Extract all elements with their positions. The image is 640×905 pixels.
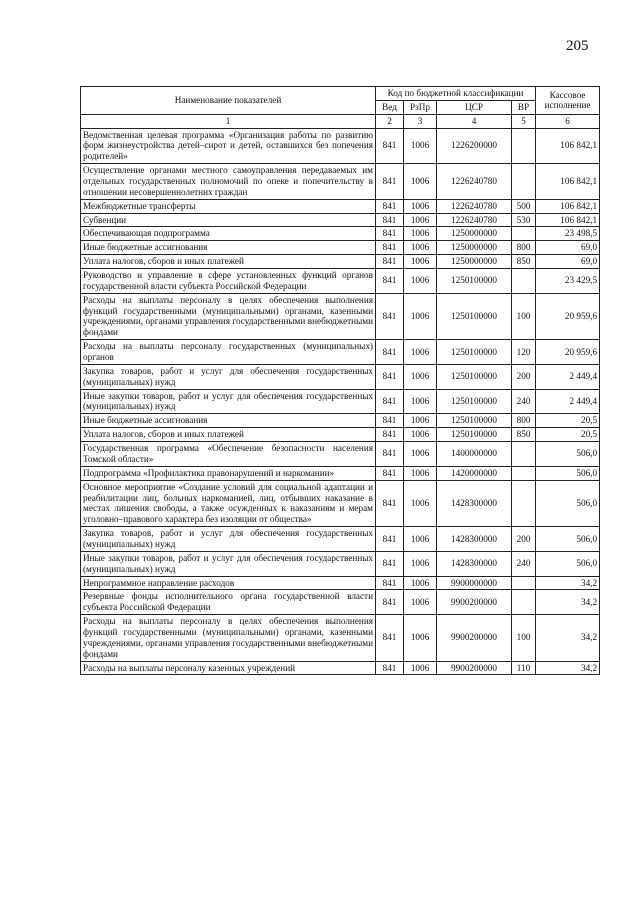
row-sum: 106 842,1 [536, 128, 600, 164]
table-row [81, 241, 600, 255]
table-row [81, 128, 600, 164]
row-ved: 841 [376, 255, 404, 269]
row-ved: 841 [376, 389, 404, 414]
row-name: Обеспечивающая подпрограмма [81, 227, 376, 241]
row-ved: 841 [376, 414, 404, 428]
row-vr: 120 [512, 340, 536, 365]
row-rzpr: 1006 [404, 576, 437, 590]
row-ved: 841 [376, 199, 404, 213]
row-rzpr: 1006 [404, 661, 437, 675]
table-row [81, 293, 600, 339]
row-ved: 841 [376, 364, 404, 389]
row-sum: 2 449,4 [536, 364, 600, 389]
table-row [81, 269, 600, 294]
row-csr: 9900200000 [437, 590, 512, 615]
row-name: Иные бюджетные ассигнования [81, 414, 376, 428]
row-sum: 69,0 [536, 241, 600, 255]
row-rzpr: 1006 [404, 199, 437, 213]
row-vr: 850 [512, 428, 536, 442]
row-csr: 1226240780 [437, 213, 512, 227]
row-ved: 841 [376, 164, 404, 200]
row-rzpr: 1006 [404, 227, 437, 241]
table-row [81, 428, 600, 442]
row-ved: 841 [376, 576, 404, 590]
table-row [81, 615, 600, 661]
row-sum: 106 842,1 [536, 199, 600, 213]
row-vr: 800 [512, 414, 536, 428]
table-row [81, 364, 600, 389]
table-row [81, 213, 600, 227]
row-rzpr: 1006 [404, 364, 437, 389]
row-name: Субвенции [81, 213, 376, 227]
row-rzpr: 1006 [404, 389, 437, 414]
table-row [81, 661, 600, 675]
row-rzpr: 1006 [404, 255, 437, 269]
row-csr: 1428300000 [437, 527, 512, 552]
row-sum: 506,0 [536, 466, 600, 480]
row-csr: 1250100000 [437, 389, 512, 414]
row-rzpr: 1006 [404, 213, 437, 227]
table-row [81, 199, 600, 213]
row-rzpr: 1006 [404, 128, 437, 164]
row-rzpr: 1006 [404, 414, 437, 428]
row-csr: 1250000000 [437, 227, 512, 241]
row-csr: 1250100000 [437, 340, 512, 365]
table-row [81, 576, 600, 590]
row-name: Подпрограмма «Профилактика правонарушений и наркомании» [81, 466, 376, 480]
table-body [81, 128, 600, 675]
row-sum: 2 449,4 [536, 389, 600, 414]
row-vr: 850 [512, 255, 536, 269]
row-sum: 506,0 [536, 442, 600, 467]
row-vr [512, 128, 536, 164]
row-rzpr: 1006 [404, 241, 437, 255]
row-vr [512, 269, 536, 294]
table-row [81, 527, 600, 552]
column-index: 1 [81, 114, 376, 128]
column-index: 4 [437, 114, 512, 128]
table-row [81, 164, 600, 200]
column-index: 2 [376, 114, 404, 128]
row-sum: 34,2 [536, 661, 600, 675]
row-csr: 1428300000 [437, 551, 512, 576]
row-sum: 69,0 [536, 255, 600, 269]
row-csr: 1250100000 [437, 428, 512, 442]
row-name: Иные закупки товаров, работ и услуг для обеспечения государственных (муниципальных) нужд [81, 551, 376, 576]
row-ved: 841 [376, 442, 404, 467]
row-rzpr: 1006 [404, 164, 437, 200]
page-number: 205 [566, 38, 589, 54]
row-vr [512, 164, 536, 200]
row-sum: 106 842,1 [536, 164, 600, 200]
row-ved: 841 [376, 527, 404, 552]
table-row [81, 340, 600, 365]
row-ved: 841 [376, 480, 404, 526]
row-csr: 9900000000 [437, 576, 512, 590]
table-row [81, 466, 600, 480]
row-vr [512, 227, 536, 241]
row-rzpr: 1006 [404, 466, 437, 480]
row-name: Закупка товаров, работ и услуг для обеспечения государственных (муниципальных) нужд [81, 527, 376, 552]
column-index: 3 [404, 114, 437, 128]
row-vr [512, 480, 536, 526]
row-sum: 20,5 [536, 428, 600, 442]
row-rzpr: 1006 [404, 340, 437, 365]
row-sum: 23 498,5 [536, 227, 600, 241]
table-row [81, 227, 600, 241]
row-ved: 841 [376, 590, 404, 615]
row-name: Расходы на выплаты персоналу казенных учреждений [81, 661, 376, 675]
row-rzpr: 1006 [404, 615, 437, 661]
header-name: Наименование показателей [81, 87, 376, 115]
row-vr: 240 [512, 389, 536, 414]
row-csr: 1250100000 [437, 414, 512, 428]
row-sum: 34,2 [536, 576, 600, 590]
row-sum: 20,5 [536, 414, 600, 428]
row-rzpr: 1006 [404, 590, 437, 615]
row-name: Осуществление органами местного самоуправления передаваемых им отдельных государственных полномочий по опеке и попечительству в отношении несовершеннолетних граждан [81, 164, 376, 200]
row-name: Закупка товаров, работ и услуг для обеспечения государственных (муниципальных) нужд [81, 364, 376, 389]
row-ved: 841 [376, 340, 404, 365]
row-csr: 9900200000 [437, 661, 512, 675]
row-name: Расходы на выплаты персоналу в целях обеспечения выполнения функций государственными (муниципальными) органами, казенными учреждениями, органами управления государственными внебюджетными фондами [81, 293, 376, 339]
table-row [81, 551, 600, 576]
table-header [81, 87, 600, 129]
row-vr [512, 590, 536, 615]
column-index-row [81, 114, 600, 128]
row-rzpr: 1006 [404, 527, 437, 552]
row-vr: 110 [512, 661, 536, 675]
row-sum: 20 959,6 [536, 293, 600, 339]
row-name: Руководство и управление в сфере установленных функций органов государственной власти субъекта Российской Федерации [81, 269, 376, 294]
column-index: 5 [512, 114, 536, 128]
row-sum: 20 959,6 [536, 340, 600, 365]
row-ved: 841 [376, 241, 404, 255]
row-ved: 841 [376, 269, 404, 294]
row-ved: 841 [376, 128, 404, 164]
row-csr: 1250000000 [437, 241, 512, 255]
table-row [81, 590, 600, 615]
row-vr: 100 [512, 615, 536, 661]
row-sum: 23 429,5 [536, 269, 600, 294]
row-vr: 200 [512, 364, 536, 389]
row-rzpr: 1006 [404, 293, 437, 339]
row-name: Расходы на выплаты персоналу государственных (муниципальных) органов [81, 340, 376, 365]
row-name: Государственная программа «Обеспечение безопасности населения Томской области» [81, 442, 376, 467]
row-sum: 506,0 [536, 527, 600, 552]
header-csr: ЦСР [437, 100, 512, 114]
row-csr: 1226240780 [437, 199, 512, 213]
row-ved: 841 [376, 213, 404, 227]
table-row [81, 389, 600, 414]
row-ved: 841 [376, 661, 404, 675]
row-vr [512, 442, 536, 467]
row-csr: 1250100000 [437, 269, 512, 294]
budget-execution-table [80, 86, 600, 675]
row-sum: 106 842,1 [536, 213, 600, 227]
row-vr: 100 [512, 293, 536, 339]
row-vr: 500 [512, 199, 536, 213]
row-vr: 240 [512, 551, 536, 576]
row-sum: 506,0 [536, 551, 600, 576]
row-csr: 1226240780 [437, 164, 512, 200]
row-csr: 1250100000 [437, 293, 512, 339]
column-index: 6 [536, 114, 600, 128]
table-row [81, 255, 600, 269]
row-name: Ведомственная целевая программа «Организация работы по развитию форм жизнеустройства детей–сирот и детей, оставшихся без попечения родителей» [81, 128, 376, 164]
table-row [81, 414, 600, 428]
row-sum: 506,0 [536, 480, 600, 526]
row-name: Основное мероприятие «Создание условий для социальной адаптации и реабилитации лиц, больных наркоманией, лиц, отбывших наказание в местах лишения свободы, а также осужденных к наказаниям и мерам уголовно–правового характера без изоляции от общества» [81, 480, 376, 526]
row-name: Резервные фонды исполнительного органа государственной власти субъекта Российской Федерации [81, 590, 376, 615]
row-ved: 841 [376, 551, 404, 576]
row-name: Иные бюджетные ассигнования [81, 241, 376, 255]
row-vr [512, 466, 536, 480]
row-name: Иные закупки товаров, работ и услуг для обеспечения государственных (муниципальных) нужд [81, 389, 376, 414]
row-vr: 530 [512, 213, 536, 227]
row-sum: 34,2 [536, 590, 600, 615]
row-ved: 841 [376, 293, 404, 339]
row-rzpr: 1006 [404, 269, 437, 294]
row-csr: 1400000000 [437, 442, 512, 467]
row-vr: 200 [512, 527, 536, 552]
header-ved: Вед [376, 100, 404, 114]
row-rzpr: 1006 [404, 442, 437, 467]
row-sum: 34,2 [536, 615, 600, 661]
row-csr: 9900200000 [437, 615, 512, 661]
table-row [81, 480, 600, 526]
row-csr: 1226200000 [437, 128, 512, 164]
row-name: Межбюджетные трансферты [81, 199, 376, 213]
row-name: Уплата налогов, сборов и иных платежей [81, 428, 376, 442]
row-rzpr: 1006 [404, 551, 437, 576]
row-rzpr: 1006 [404, 428, 437, 442]
header-cash-execution: Кассовое исполнение [536, 87, 600, 115]
row-csr: 1428300000 [437, 480, 512, 526]
row-name: Непрограммное направление расходов [81, 576, 376, 590]
table-row [81, 442, 600, 467]
header-rzpr: РзПр [404, 100, 437, 114]
row-name: Расходы на выплаты персоналу в целях обеспечения выполнения функций государственными (муниципальными) органами, казенными учреждениями, органами управления государственными внебюджетными фондами [81, 615, 376, 661]
header-vr: ВР [512, 100, 536, 114]
row-ved: 841 [376, 466, 404, 480]
row-rzpr: 1006 [404, 480, 437, 526]
row-csr: 1250000000 [437, 255, 512, 269]
row-vr: 800 [512, 241, 536, 255]
row-ved: 841 [376, 428, 404, 442]
header-classification-code: Код по бюджетной классификации [376, 87, 536, 101]
row-ved: 841 [376, 615, 404, 661]
row-csr: 1250100000 [437, 364, 512, 389]
row-vr [512, 576, 536, 590]
row-name: Уплата налогов, сборов и иных платежей [81, 255, 376, 269]
row-csr: 1420000000 [437, 466, 512, 480]
row-ved: 841 [376, 227, 404, 241]
